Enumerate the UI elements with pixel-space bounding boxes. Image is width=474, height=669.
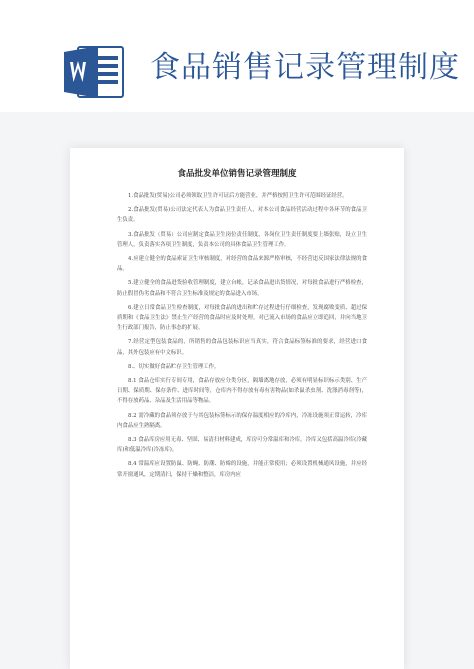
paragraph: 7.经营定型包装食品的，所销售的食品包装标识应当真实，符合食品标签标准的要求，经营进口食品，其外包装应有中文标识。 bbox=[117, 339, 367, 356]
paragraph: 2.食品批发(贸易)公司法定代表人为食品卫生责任人，对本公司食品经营活动过程中各环节的食品卫生负责。 bbox=[117, 207, 367, 224]
paragraph: 4.应建立健全的食品索证卫生审核制度，对经营的食品来源严格审核，不经营违反国家法律法规的食品。 bbox=[117, 256, 367, 273]
paragraph: 1.食品批发(贸易)公司必须领取卫生许可证后方能营业，并严格按照卫生许可范围经证经营。 bbox=[128, 193, 348, 199]
paragraph: 8.3 食品库房应用无毒、坚固、易清扫材料建成，库房可分常温库和冷库，冷库又包括高温冷库(冷藏库)和低温冷库(冷冻库)。 bbox=[117, 437, 367, 454]
paragraph: 8.4 常温库应设置防鼠、防蝇、防潮、防霉的设施，并能正常使用；必须设置机械通风设施，并应经常开窗通风，定期清扫，保持干燥和整洁，库房内应 bbox=[117, 461, 367, 478]
paragraph: 8.2 需冷藏的食品须存放于与其包装标签标示的保存温度相应的冷库内，冷冻设施须正常运转，冷库内食品应生熟隔离。 bbox=[117, 412, 367, 429]
paragraph: 6.建立日常食品卫生检查制度，对每批食品的进出和贮存过程进行仔细检查，发现腐败变质、超过保质期和《食品卫生法》禁止生产经营的食品时应及时处理。对已流入市场的食品应立即追回，并向当地卫生行政部门报告，防止事态的扩展。 bbox=[117, 304, 367, 332]
page-title: 食品销售记录管理制度 bbox=[150, 50, 460, 85]
word-icon bbox=[62, 44, 126, 100]
header-banner bbox=[0, 0, 474, 112]
paragraph: 3.食品批发（贸易）公司应制定食品卫生岗位责任制度，各岗位卫生责任制度要上墙张贴，设立卫生管理人，负责落实各项卫生制度，负责本公司的具体食品卫生管理工作。 bbox=[117, 231, 367, 248]
paragraph: 8.1 食品仓库实行专间专用，食品存放应分类分区，隔墙离地存放，必须有明显标识标示类别、生产日期、保质期、保存条件、进库时间等，仓库内不得存放有毒有害物品(如杀鼠杀虫剂、洗涤消毒剂等)，不得存放药品、杂品及生活用品等物品。 bbox=[117, 378, 367, 405]
document-page bbox=[70, 148, 404, 669]
paragraph: 8.、切实做好食品贮存卫生管理工作。 bbox=[128, 363, 220, 370]
paragraph: 5.建立健全的食品进货验收管理制度，建立台帐，记录食品进出货情况，对每批食品进行严格检查，防止假冒伪劣食品和不符合卫生标准及规定的食品进入市场。 bbox=[117, 280, 367, 297]
document-body bbox=[117, 191, 367, 484]
document-title: 食品批发单位销售记录管理制度 bbox=[177, 169, 297, 179]
